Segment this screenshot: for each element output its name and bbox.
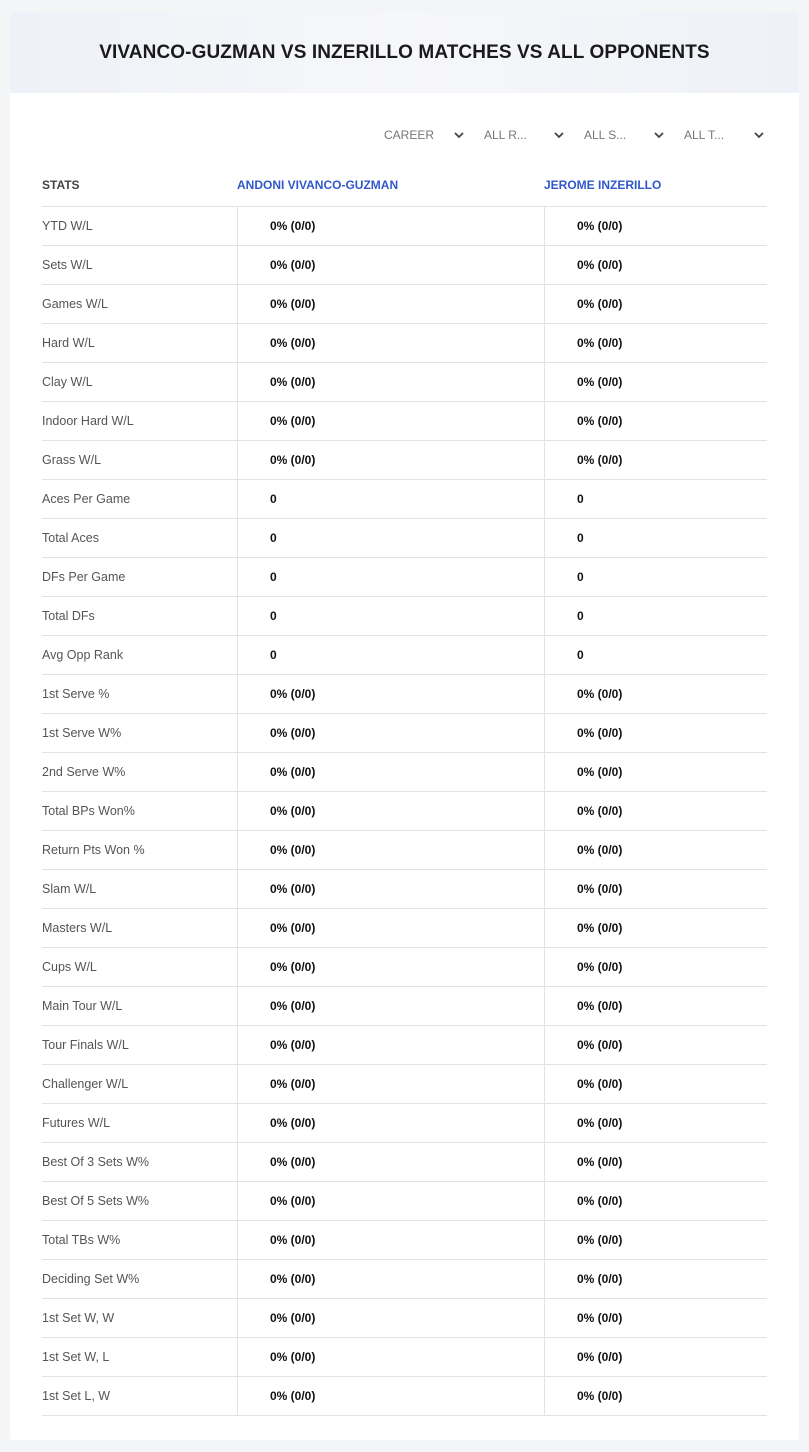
player1-value: 0% (0/0)	[237, 1104, 544, 1142]
filter-label: ALL R...	[484, 128, 527, 142]
player2-value: 0% (0/0)	[544, 363, 767, 401]
player1-value: 0% (0/0)	[237, 441, 544, 479]
stat-label: Best Of 5 Sets W%	[42, 1194, 149, 1208]
player1-value: 0% (0/0)	[237, 987, 544, 1025]
stat-label: Challenger W/L	[42, 1077, 129, 1091]
filter-period-select[interactable]	[374, 124, 474, 146]
player1-value: 0% (0/0)	[237, 870, 544, 908]
player2-value: 0	[544, 558, 767, 596]
stat-label: Best Of 3 Sets W%	[42, 1155, 149, 1169]
stat-label: Clay W/L	[42, 375, 93, 389]
player2-value: 0% (0/0)	[544, 246, 767, 284]
stats-table	[42, 164, 767, 1416]
stat-label: Masters W/L	[42, 921, 113, 935]
table-row	[42, 948, 767, 987]
player1-link[interactable]: ANDONI VIVANCO-GUZMAN	[237, 178, 399, 192]
player2-value: 0% (0/0)	[544, 909, 767, 947]
page-title: VIVANCO-GUZMAN VS INZERILLO MATCHES VS ALL OPPONENTS	[99, 41, 710, 63]
table-row	[42, 675, 767, 714]
player2-value: 0% (0/0)	[544, 1377, 767, 1415]
stats-column-header: STATS	[42, 178, 80, 192]
player2-value: 0	[544, 636, 767, 674]
player2-value: 0% (0/0)	[544, 714, 767, 752]
player2-value: 0% (0/0)	[544, 1299, 767, 1337]
player1-value: 0% (0/0)	[237, 1026, 544, 1064]
filter-bar	[374, 124, 774, 146]
player1-value: 0	[237, 558, 544, 596]
player1-value: 0% (0/0)	[237, 1182, 544, 1220]
player1-value: 0% (0/0)	[237, 1299, 544, 1337]
table-row	[42, 558, 767, 597]
player2-value: 0% (0/0)	[544, 1338, 767, 1376]
table-row	[42, 363, 767, 402]
player2-value: 0% (0/0)	[544, 1065, 767, 1103]
table-row	[42, 1065, 767, 1104]
stat-label: 2nd Serve W%	[42, 765, 126, 779]
player1-value: 0% (0/0)	[237, 1065, 544, 1103]
table-row	[42, 636, 767, 675]
player1-value: 0% (0/0)	[237, 207, 544, 245]
stat-label: 1st Serve %	[42, 687, 110, 701]
player1-value: 0% (0/0)	[237, 324, 544, 362]
stat-label: Deciding Set W%	[42, 1272, 140, 1286]
stat-label: Total TBs W%	[42, 1233, 121, 1247]
stat-label: Avg Opp Rank	[42, 648, 124, 662]
table-row	[42, 597, 767, 636]
player1-value: 0% (0/0)	[237, 1221, 544, 1259]
player1-value: 0% (0/0)	[237, 1377, 544, 1415]
table-row	[42, 753, 767, 792]
chevron-down-icon	[554, 132, 564, 139]
stat-label: Return Pts Won %	[42, 843, 145, 857]
player1-value: 0% (0/0)	[237, 1260, 544, 1298]
table-row	[42, 324, 767, 363]
player1-value: 0	[237, 597, 544, 635]
table-row	[42, 480, 767, 519]
player1-value: 0% (0/0)	[237, 753, 544, 791]
player2-value: 0	[544, 597, 767, 635]
filter-tournament-select[interactable]	[674, 124, 774, 146]
table-row	[42, 831, 767, 870]
stat-label: 1st Set W, L	[42, 1350, 110, 1364]
player2-value: 0% (0/0)	[544, 1143, 767, 1181]
stat-label: YTD W/L	[42, 219, 93, 233]
player1-value: 0% (0/0)	[237, 246, 544, 284]
player2-value: 0% (0/0)	[544, 753, 767, 791]
player2-value: 0% (0/0)	[544, 402, 767, 440]
table-row	[42, 714, 767, 753]
table-row	[42, 519, 767, 558]
table-row	[42, 1221, 767, 1260]
player2-value: 0% (0/0)	[544, 1026, 767, 1064]
player2-value: 0% (0/0)	[544, 1182, 767, 1220]
stat-label: DFs Per Game	[42, 570, 126, 584]
player1-value: 0% (0/0)	[237, 363, 544, 401]
table-row	[42, 441, 767, 480]
filter-round-select[interactable]	[474, 124, 574, 146]
player1-value: 0% (0/0)	[237, 792, 544, 830]
player1-value: 0% (0/0)	[237, 948, 544, 986]
stat-label: Slam W/L	[42, 882, 97, 896]
player1-value: 0% (0/0)	[237, 675, 544, 713]
table-row	[42, 1104, 767, 1143]
stat-label: Cups W/L	[42, 960, 97, 974]
table-row	[42, 987, 767, 1026]
player1-value: 0	[237, 636, 544, 674]
filter-surface-select[interactable]	[574, 124, 674, 146]
player1-value: 0	[237, 519, 544, 557]
stat-label: Total DFs	[42, 609, 95, 623]
player1-value: 0% (0/0)	[237, 1143, 544, 1181]
player1-value: 0% (0/0)	[237, 909, 544, 947]
stat-label: Total BPs Won%	[42, 804, 135, 818]
player1-value: 0% (0/0)	[237, 831, 544, 869]
player2-value: 0% (0/0)	[544, 324, 767, 362]
table-row	[42, 1026, 767, 1065]
table-row	[42, 207, 767, 246]
player2-link[interactable]: JEROME INZERILLO	[544, 178, 662, 192]
table-row	[42, 1182, 767, 1221]
stat-label: Futures W/L	[42, 1116, 111, 1130]
player2-value: 0% (0/0)	[544, 1260, 767, 1298]
stat-label: Aces Per Game	[42, 492, 131, 506]
filter-label: CAREER	[384, 128, 435, 142]
filter-label: ALL S...	[584, 128, 627, 142]
table-body	[42, 207, 767, 1416]
table-row	[42, 1143, 767, 1182]
chevron-down-icon	[754, 132, 764, 139]
stats-card	[10, 12, 799, 1440]
table-row	[42, 246, 767, 285]
player2-value: 0% (0/0)	[544, 831, 767, 869]
table-row	[42, 1299, 767, 1338]
player2-value: 0	[544, 480, 767, 518]
stat-label: 1st Set W, W	[42, 1311, 115, 1325]
stat-label: Grass W/L	[42, 453, 102, 467]
table-row	[42, 285, 767, 324]
player2-value: 0% (0/0)	[544, 675, 767, 713]
player2-value: 0% (0/0)	[544, 987, 767, 1025]
stat-label: 1st Serve W%	[42, 726, 122, 740]
player2-value: 0% (0/0)	[544, 792, 767, 830]
table-row	[42, 1377, 767, 1416]
table-row	[42, 1260, 767, 1299]
player2-value: 0% (0/0)	[544, 207, 767, 245]
player1-value: 0% (0/0)	[237, 285, 544, 323]
table-row	[42, 870, 767, 909]
player2-value: 0% (0/0)	[544, 441, 767, 479]
table-row	[42, 792, 767, 831]
card-header	[10, 12, 799, 93]
player2-value: 0% (0/0)	[544, 285, 767, 323]
player1-value: 0	[237, 480, 544, 518]
filter-label: ALL T...	[684, 128, 725, 142]
player2-value: 0% (0/0)	[544, 1104, 767, 1142]
table-header	[42, 164, 767, 207]
stat-label: Sets W/L	[42, 258, 93, 272]
table-row	[42, 1338, 767, 1377]
stat-label: Hard W/L	[42, 336, 95, 350]
player1-value: 0% (0/0)	[237, 402, 544, 440]
player1-value: 0% (0/0)	[237, 714, 544, 752]
player2-value: 0	[544, 519, 767, 557]
stat-label: Main Tour W/L	[42, 999, 123, 1013]
player2-value: 0% (0/0)	[544, 948, 767, 986]
player1-value: 0% (0/0)	[237, 1338, 544, 1376]
chevron-down-icon	[654, 132, 664, 139]
table-row	[42, 402, 767, 441]
stat-label: 1st Set L, W	[42, 1389, 111, 1403]
stat-label: Total Aces	[42, 531, 99, 545]
table-row	[42, 909, 767, 948]
stat-label: Tour Finals W/L	[42, 1038, 129, 1052]
stat-label: Games W/L	[42, 297, 108, 311]
chevron-down-icon	[454, 132, 464, 139]
stat-label: Indoor Hard W/L	[42, 414, 134, 428]
player2-value: 0% (0/0)	[544, 870, 767, 908]
player2-value: 0% (0/0)	[544, 1221, 767, 1259]
